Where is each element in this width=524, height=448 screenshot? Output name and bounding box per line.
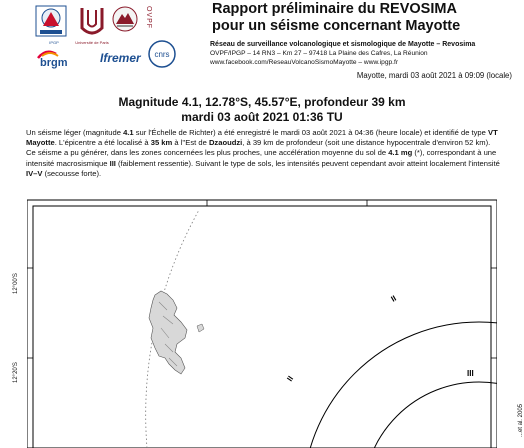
intensity-label-ii-top: II (389, 293, 398, 304)
universite-de-paris-logo (78, 4, 106, 42)
cnrs-logo (148, 40, 176, 68)
event-datetime: mardi 03 août 2021 01:36 TU (181, 110, 343, 124)
universite-caption: Université de Paris (75, 40, 109, 45)
text-run: sur l'Échelle de Richter) a été enregistré le mardi 03 août 2021 à 04:36 (heure locale) et identifié de type (133, 128, 488, 137)
ipgp-logo (34, 4, 68, 40)
address-block (210, 50, 428, 67)
map-inner-frame (33, 206, 491, 448)
text-run: (secousse forte). (42, 168, 102, 178)
reference-town: Dzaoudzi (208, 138, 243, 148)
brgm-logo: brgm (40, 57, 68, 69)
intensity-label-iii: III (467, 369, 474, 378)
intensity-map (27, 198, 497, 448)
ground-acceleration: 4.1 mg (388, 148, 413, 158)
report-title-line-1: Rapport préliminaire du REVOSIMA (212, 1, 457, 17)
report-title-line-2: pour un séisme concernant Mayotte (212, 18, 461, 34)
address-line: OVPF/IPGP – 14 RN3 – Km 27 – 97418 La Plaine des Cafres, La Réunion (210, 50, 428, 57)
event-magnitude-location: Magnitude 4.1, 12.78°S, 45.57°E, profondeur 39 km (118, 95, 406, 109)
report-title (212, 1, 460, 35)
report-dateline: Mayotte, mardi 03 août 2021 à 09:09 (locale) (356, 71, 512, 80)
map-credit: ...et al. 2005 (518, 404, 524, 438)
intensity-label-ii-left: II (285, 374, 296, 384)
network-name: Réseau de surveillance volcanologique et sismologique de Mayotte – Revosima (210, 41, 476, 48)
latitude-tick-label: 12°00'S (13, 273, 19, 294)
text-run: , à 39 km de profondeur (soit une distance hypocentrale d'environ 52 km). Ce séisme a pu générer, dans les zones concernées les plus proches, une accélération moyenne du sol de (26, 138, 491, 158)
event-description (26, 128, 500, 179)
text-run: à l''Est de (172, 138, 209, 148)
ovpf-logo (112, 6, 138, 32)
text-run: Un séisme léger (magnitude (26, 128, 124, 137)
event-type: VT Mayotte (26, 128, 498, 148)
ovpf-caption: OVPF (145, 6, 152, 30)
text-run: (faiblement ressentie). Suivant le type de sols, les intensités peuvent cependant avoir atteint localement l'intensité (115, 158, 500, 168)
epicenter-distance: 35 km (150, 138, 173, 148)
magnitude-value: 4.1 (123, 128, 134, 137)
intensity-value: III (109, 158, 116, 168)
local-intensity-value: IV–V (26, 168, 43, 178)
svg-text:cnrs: cnrs (154, 50, 170, 59)
partner-logos (0, 0, 200, 72)
text-run: . L'épicentre a été localisé à (54, 138, 151, 148)
ipgp-caption: IPGP (49, 40, 59, 45)
text-run: (*), correspondant à une intensité macrosismique (26, 148, 497, 168)
web-links-line[interactable]: www.facebook.com/ReseauVolcanoSismoMayotte – www.ipgp.fr (210, 58, 399, 66)
ifremer-logo: Ifremer (100, 51, 141, 65)
latitude-tick-label: 12°20'S (13, 362, 19, 383)
